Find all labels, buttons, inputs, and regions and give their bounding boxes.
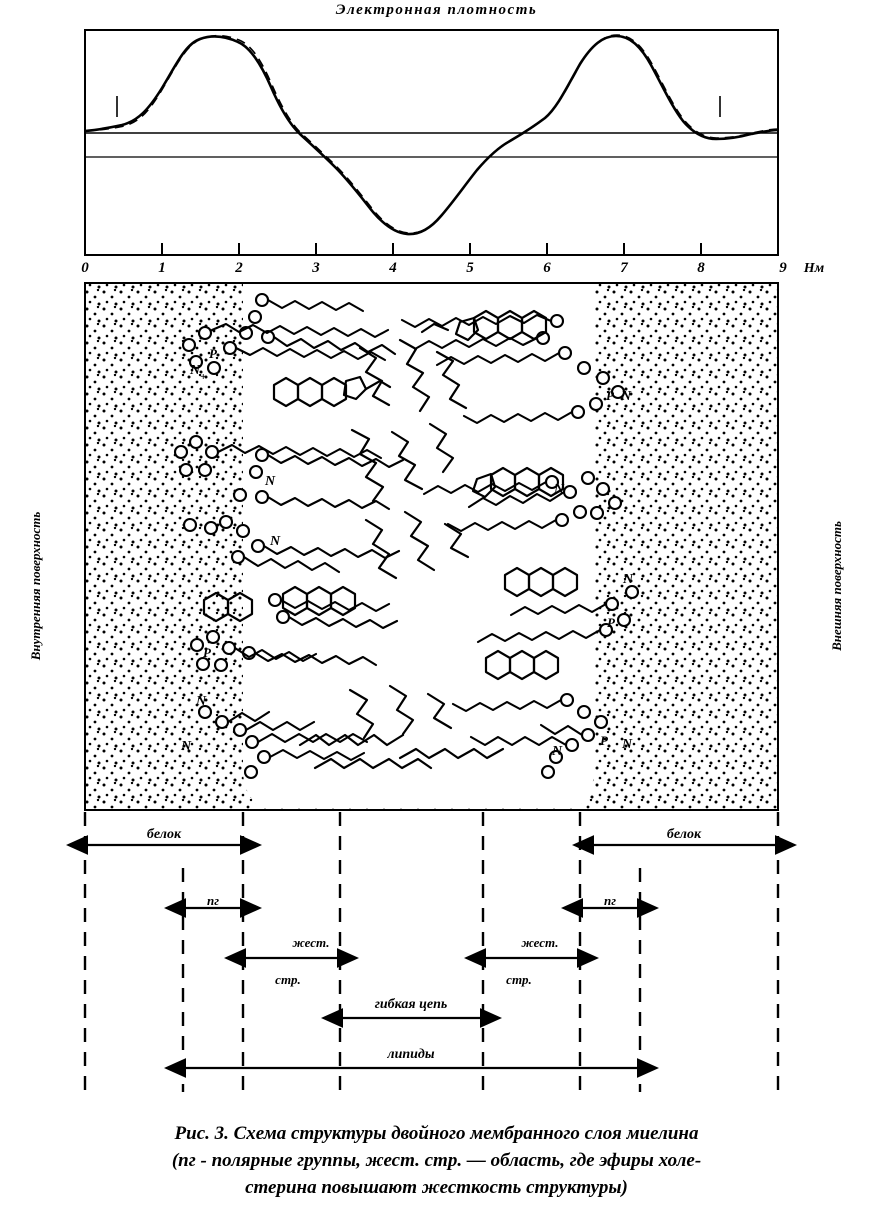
caption-line-3: стерина повышают жесткость структуры) (245, 1177, 628, 1198)
xtick-4: 4 (389, 260, 397, 276)
svg-text:P: P (607, 615, 615, 630)
xtick-8: 8 (697, 260, 705, 276)
svg-text:P: P (606, 388, 614, 403)
svg-text:N: N (554, 482, 565, 497)
svg-text:N: N (623, 572, 634, 587)
xtick-2: 2 (235, 260, 243, 276)
svg-text:P: P (600, 733, 608, 748)
caption-line-2: (пг - полярные группы, жест. стр. — область, где эфиры холе- (171, 1150, 702, 1171)
caption-line-1: Рис. 3. Схема структуры двойного мембранного слоя миелина (174, 1123, 699, 1144)
label-polar-left: пг (206, 893, 220, 908)
x-axis-unit-label: Нм (803, 261, 825, 276)
label-rigid-right-line1: жест. (521, 935, 559, 950)
label-rigid-right-line2: стр. (506, 972, 532, 987)
xtick-5: 5 (466, 260, 474, 276)
svg-text:N: N (265, 474, 276, 489)
xtick-7: 7 (620, 260, 628, 276)
xtick-6: 6 (543, 260, 551, 276)
xtick-3: 3 (312, 260, 320, 276)
xtick-0: 0 (81, 260, 89, 276)
svg-text:N: N (181, 739, 192, 754)
svg-text:N: N (552, 744, 563, 759)
label-flexible-chain: гибкая цепь (374, 997, 448, 1012)
svg-text:P: P (203, 645, 211, 660)
svg-text:P: P (209, 346, 217, 361)
bracket-arrows (88, 845, 775, 1068)
svg-text:N: N (190, 363, 201, 378)
xtick-9: 9 (779, 260, 787, 276)
label-rigid-left-line2: стр. (275, 972, 301, 987)
bracket-labels (147, 827, 702, 1062)
label-protein-left: белок (146, 827, 182, 842)
svg-text:N: N (270, 534, 281, 549)
svg-text:+: + (200, 371, 207, 383)
figure-caption (12, 1120, 861, 1201)
label-polar-right: пг (603, 893, 617, 908)
svg-text:N: N (196, 694, 207, 709)
label-rigid-left-line1: жест. (292, 935, 330, 950)
label-protein-right: белок (666, 827, 702, 842)
label-lipids: липиды (387, 1047, 435, 1062)
label-inner-surface: Внутренняя поверхность (28, 511, 43, 661)
protein-stipple-region (85, 283, 778, 810)
svg-text:N: N (622, 737, 633, 752)
label-outer-surface: Внешняя поверхность (829, 521, 844, 651)
svg-text:N: N (621, 389, 632, 404)
xtick-1: 1 (158, 260, 166, 276)
chart-title: Электронная плотность (335, 2, 538, 18)
